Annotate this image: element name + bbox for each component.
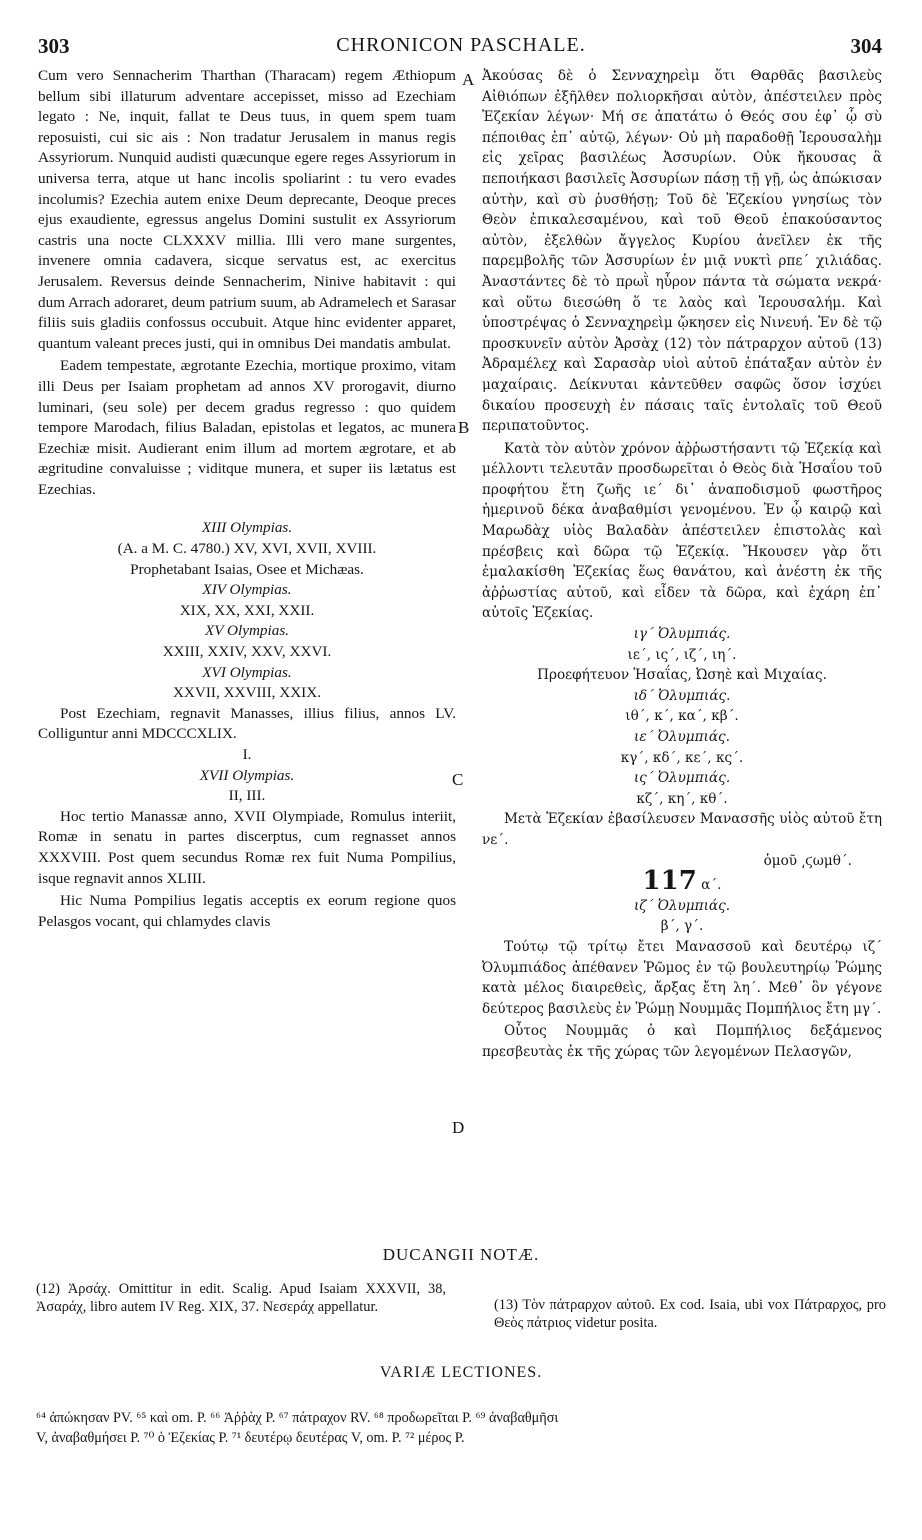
- running-header: [0, 34, 922, 64]
- olympiad-heading: XIII Olympias.: [201, 519, 293, 537]
- sum-line: ὁμοῦ ͵ϛωμθ´.: [763, 852, 852, 869]
- latin-paragraph: Eadem tempestate, ægrotante Ezechia, mortique proximo, vitam illi Deus per Isaiam prophetam ad annos XV prorogavit, diurno luminari, (seu sole) per decem gradus regresso : quo quidem tempore Marodach, filius Baladan, epistolas et legatos, ac munera Ezechiæ misit. Audierant enim illum ad mortem ægrotare, et ab ægritudine convaluisse ; viditque munera, et super iis lætatus est Ezechias.: [38, 357, 456, 498]
- page-number-right: 304: [850, 34, 882, 58]
- greek-paragraph: Οὗτος Νουμμᾶς ὁ καὶ Πομπήλιος δεξάμενος πρεσβευτὰς ἐκ τῆς χώρας τῶν λεγομένων Πελασγῶν,: [482, 1023, 882, 1060]
- year-alpha: α´.: [701, 877, 722, 894]
- footnote-13: (13) Τὸν πάτραρχον αὐτοῦ. Ex cod. Isaia, ubi vox Πάτραρχος, pro Θεὸς πάτριος videtur posita.: [494, 1297, 886, 1331]
- greek-paragraph: Τούτῳ τῷ τρίτῳ ἔτει Μανασσοῦ καὶ δευτέρῳ ιζ´ Ὀλυμπιάδος ἀπέθανεν Ῥῶμος ἐν τῷ βουλευτηρίῳ Ῥώμης κατὰ μέλος διαιρεθεὶς, ἄρξας ἔτη λη´. Μεθ᾽ ὃν γέγονε δεύτερος βασιλεὺς ἐν Ῥώμῃ Νουμμᾶς Πομπήλιος ἔτη μγ´.: [482, 938, 882, 1017]
- margin-marker-d: D: [452, 1118, 465, 1137]
- year-number: I.: [242, 746, 252, 763]
- latin-paragraph: Hic Numa Pompilius legatis acceptis ex eorum regione quos Pelasgos vocant, qui chlamydes clavis: [38, 892, 456, 930]
- greek-paragraph: Ἀκούσας δὲ ὁ Σενναχηρεὶμ ὅτι Θαρθᾶς βασιλεὺς Αἰθιόπων ἐξῆλθεν πολιορκῆσαι αὐτὸν, ἀπέστειλεν πρὸς Ἐζεκίαν λέγων· Μή σε ἀπατάτω ὁ Θεός σου ἐφ᾽ ᾧ σὺ πέποιθας ἐπ᾽ αὐτῷ, λέγων· Οὐ μὴ παραδοθῇ Ἱερουσαλὴμ εἰς χεῖρας βασιλέως Ἀσσυρίων. Οὐκ ἤκουσας ἃ πεποιήκασι βασιλεῖς Ἀσσυρίων πάσῃ τῇ γῇ, ὡς ἀπώκισαν αὐτὴν, καὶ σὺ ῥυσθήσῃ; Τοῦ δὲ Ἐζεκίου γνησίως τὸν Θεὸν ἐπικαλεσαμένου, καὶ τοῦ Θεοῦ ἐπακούσαντος αὐτὸν, ἐξελθὼν ἄγγελος Κυρίου ἀνεῖλεν ἐκ τῆς παρεμβολῆς τῶν Ἀσσυρίων ἐν μιᾷ νυκτὶ ρπε´ χιλιάδας. Ἀναστάντες δὲ τὸ πρωῒ ηὗρον πάντα τὰ σώματα νεκρά· καὶ οὕτω διεσώθη ὅ τε λαὸς καὶ Ἱερουσαλήμ. Καὶ ὑποστρέψας ὁ Σενναχηρεὶμ ᾤκησεν εἰς Νινευή. Ἐν δὲ τῷ προσκυνεῖν αὐτὸν Ἀρσὰχ (12) τὸν πάτραρχον αὐτοῦ (13) Ἀδραμέλεχ καὶ Σαρασὰρ υἱοὶ αὐτοῦ ἐπάταξαν αὐτὸν ἐν μαχαίραις. Δείκνυται κἀντεῦθεν σαφῶς ὅσον ἰσχύει δικαίου προσευχὴ ἐν πάσαις ταῖς ἐντολαῖς τοῦ Θεοῦ περιπατοῦντος.: [482, 68, 882, 435]
- footnote-12: (12) Ἀρσάχ. Omittitur in edit. Scalig. Apud Isaiam XXXVII, 38, Ἀσαράχ, libro autem IV Reg. XIX, 37. Νεσεράχ appellatur.: [36, 1281, 446, 1315]
- latin-paragraph: Hoc tertio Manassæ anno, XVII Olympiade, Romulus interiit, Romæ in senatu in partes discerptus, cum regnasset annos XXXVIII. Post quem secundus Romæ rex fuit Numa Pompilius, isque regnavit annos XLIII.: [38, 807, 456, 887]
- olympiad-heading: XVI Olympias.: [202, 663, 292, 681]
- latin-column: [38, 66, 456, 932]
- margin-marker-a: A: [462, 70, 475, 89]
- olympiad-heading: XIV Olympias.: [202, 581, 292, 599]
- olympiad-heading: XVII Olympias.: [199, 766, 295, 784]
- olympiad-heading: XV Olympias.: [204, 622, 290, 640]
- olympiad-years: β´, γ´.: [660, 918, 704, 935]
- latin-paragraph: Cum vero Sennacherim Tharthan (Tharacam) regem Æthiopum bellum sibi illaturum adventare accepisset, misso ad Ezechiam legato : Ne, inquit, fallat te Deus tuus, in quem spem tuam reposuisti, cui sic ais : Non tradatur Jerusalem in manus regis Assyriorum. Nunquid audisti quæcunque egere reges Assyriorum in universa terra, atque ut hanc incolis spoliarint : tu vero evades incolumis? Ezechia autem enixe Deum deprecante, Deoque preces ejus exaudiente, egressus angelus Domini sustulit ex Assyriorum castris una nocte CLXXXV millia. Illi vero mane surgentes, invenere omnia cadavera, sicque servatus est, ac exercitus Jerusalem. Reversus deinde Sennacherim, Ninive habitavit : qui dum Arrach adoraret, deum patrium suum, ab Adramelech et Sarasar filiis suis gladiis confossus occubuit. Atque hinc evidenter apparet, quantum valeant preces justi, qui in omnibus Dei mandatis ambulat.: [38, 67, 456, 352]
- variae-line: ⁶⁴ ἀπώκησαν PV. ⁶⁵ καὶ om. P. ⁶⁶ Ἀῤῥὰχ P. ⁶⁷ πάτραχον RV. ⁶⁸ προδωρεῖται P. ⁶⁹ ἀναβαθμῆσι: [36, 1410, 559, 1426]
- olympiad-heading: ιγ´ Ὀλυμπιάς.: [633, 626, 731, 643]
- prophets-line: Prophetabant Isaias, Osee et Michæas.: [130, 560, 364, 578]
- greek-paragraph: Κατὰ τὸν αὐτὸν χρόνον ἀῤῥωστήσαντι τῷ Ἐζεκίᾳ καὶ μέλλοντι τελευτᾶν προσδωρεῖται ὁ Θεὸς διὰ Ἡσαΐου τοῦ προφήτου ἔτη ζωῆς ιε´ δι᾽ ἀναποδισμοῦ φωστῆρος ἡμερινοῦ δέκα ἀναβαθμίσι γενομένου. Ἐν ᾧ καιρῷ καὶ Μαρωδὰχ υἱὸς Βαλαδὰν ἀπέστειλεν ἐπιστολὰς καὶ πρέσβεις καὶ δῶρα τῷ Ἐζεκίᾳ. Ἤκουσεν γὰρ ὅτι ἐμαλακίσθη Ἐζεκίας ἕως θανάτου, καὶ ἀνέστη ἐκ τῆς ἀῤῥωστίας αὐτοῦ, καὶ εἶδεν τὰ δῶρα, καὶ ἐχάρη ἐπ᾽ αὐτοῖς Ἐζεκίας.: [482, 440, 882, 622]
- olympiad-heading: ις´ Ὀλυμπιάς.: [633, 770, 731, 787]
- olympiad-years: (A. a M. C. 4780.) XV, XVI, XVII, XVIII.: [117, 540, 377, 558]
- variae-heading: VARIÆ LECTIONES.: [379, 1364, 543, 1381]
- year-number-117: 117: [642, 866, 697, 897]
- greek-paragraph: Μετὰ Ἐζεκίαν ἐβασίλευσεν Μανασσῆς υἱὸς αὐτοῦ ἔτη νε´.: [482, 811, 882, 848]
- variae-lectiones: [36, 1408, 888, 1448]
- year-marker: [482, 866, 882, 897]
- olympiad-years: II, III.: [228, 787, 266, 805]
- margin-marker-c: C: [452, 770, 464, 789]
- olympiad-years: ιε´, ις´, ιζ´, ιη´.: [627, 646, 737, 663]
- notes-heading: DUCANGII NOTÆ.: [382, 1245, 540, 1264]
- margin-marker-b: B: [458, 418, 470, 437]
- variae-line: V, ἀναβαθμήσει P. ⁷⁰ ὁ Ἐζεκίας P. ⁷¹ δευτέρῳ δευτέρας V, om. P. ⁷² μέρος P.: [36, 1430, 465, 1446]
- olympiad-years: κγ´, κδ´, κε´, κς´.: [620, 749, 744, 766]
- latin-paragraph: Post Ezechiam, regnavit Manasses, illius filius, annos LV. Colliguntur anni MDCCCXLIX.: [38, 704, 456, 743]
- page-number-left: 303: [38, 34, 70, 58]
- olympiad-years: κζ´, κη´, κθ´.: [636, 790, 728, 807]
- olympiad-years: XXIII, XXIV, XXV, XXVI.: [162, 643, 332, 661]
- olympiad-years: XIX, XX, XXI, XXII.: [179, 601, 315, 619]
- running-title: CHRONICON PASCHALE.: [336, 34, 586, 56]
- olympiad-heading: ιδ´ Ὀλυμπιάς.: [633, 687, 731, 704]
- olympiad-heading: ιζ´ Ὀλυμπιάς.: [633, 897, 731, 914]
- greek-column: [482, 66, 882, 1063]
- prophets-line: Προεφήτευον Ἡσαΐας, Ὠσηὲ καὶ Μιχαίας.: [537, 667, 827, 684]
- olympiad-heading: ιε´ Ὀλυμπιάς.: [634, 729, 730, 745]
- olympiad-years: ιθ´, κ´, κα´, κβ´.: [625, 708, 739, 725]
- olympiad-years: XXVII, XXVIII, XXIX.: [172, 684, 322, 702]
